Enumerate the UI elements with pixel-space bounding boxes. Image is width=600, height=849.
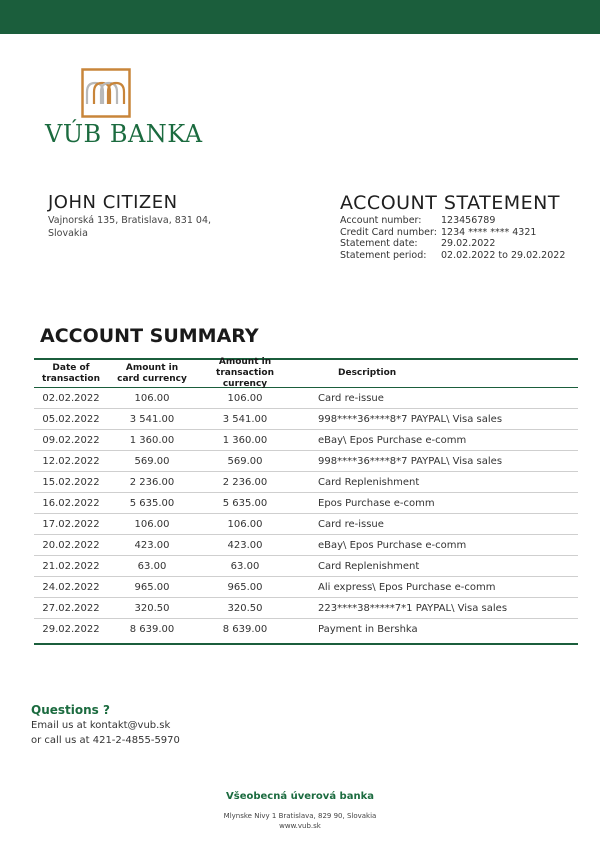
cell-description: Ali express\ Epos Purchase e-comm <box>318 581 496 593</box>
cell-date: 09.02.2022 <box>42 434 100 446</box>
table-row <box>34 598 578 619</box>
cell-trans-amount: 320.50 <box>227 602 263 614</box>
questions-title: Questions ? <box>31 703 110 717</box>
table-row <box>34 535 578 556</box>
statement-detail-row <box>340 215 565 227</box>
table-body <box>34 388 578 639</box>
table-row <box>34 556 578 577</box>
summary-title: ACCOUNT SUMMARY <box>40 325 259 347</box>
statement-detail-row <box>340 238 565 250</box>
cell-trans-amount: 2 236.00 <box>222 476 268 488</box>
header-card-line1: Amount in <box>125 362 179 373</box>
cell-description: eBay\ Epos Purchase e-comm <box>318 539 467 551</box>
detail-value: 1234 **** **** 4321 <box>441 226 537 238</box>
cell-card-amount: 106.00 <box>134 392 170 404</box>
cell-card-amount: 1 360.00 <box>129 434 175 446</box>
detail-label: Credit Card number: <box>340 226 437 238</box>
cell-description: 223****38*****7*1 PAYPAL\ Visa sales <box>318 602 508 614</box>
header-date-line2: transaction <box>42 373 100 384</box>
address-line-1: Vajnorská 135, Bratislava, 831 04, <box>48 215 212 226</box>
cell-trans-amount: 3 541.00 <box>222 413 268 425</box>
table-row <box>34 493 578 514</box>
cell-trans-amount: 63.00 <box>230 560 260 572</box>
cell-trans-amount: 8 639.00 <box>222 623 268 635</box>
cell-date: 21.02.2022 <box>42 560 100 572</box>
detail-label: Account number: <box>340 215 422 226</box>
detail-value: 123456789 <box>441 215 496 226</box>
cell-card-amount: 965.00 <box>134 581 170 593</box>
cell-trans-amount: 106.00 <box>227 392 263 404</box>
table-bottom-rule <box>34 643 578 645</box>
cell-trans-amount: 423.00 <box>227 539 263 551</box>
cell-card-amount: 320.50 <box>134 602 170 614</box>
detail-value: 29.02.2022 <box>441 238 496 249</box>
table-row <box>34 472 578 493</box>
cell-date: 15.02.2022 <box>42 476 100 488</box>
table-row <box>34 388 578 409</box>
cell-trans-amount: 965.00 <box>227 581 263 593</box>
statement-detail-row <box>340 250 565 262</box>
contact-phone: or call us at 421-2-4855-5970 <box>31 735 180 746</box>
transactions-table <box>34 358 578 645</box>
header-date-line1: Date of <box>52 362 90 373</box>
footer-bank-name: Všeobecná úverová banka <box>226 791 374 802</box>
cell-date: 16.02.2022 <box>42 497 100 509</box>
cell-description: Card re-issue <box>318 518 384 530</box>
cell-date: 12.02.2022 <box>42 455 100 467</box>
table-row <box>34 451 578 472</box>
cell-description: Card re-issue <box>318 392 384 404</box>
table-header <box>34 357 578 389</box>
cell-date: 27.02.2022 <box>42 602 100 614</box>
cell-card-amount: 3 541.00 <box>129 413 175 425</box>
footer-address: Mlynske Nivy 1 Bratislava, 829 90, Slovakia <box>223 812 377 820</box>
customer-name: JOHN CITIZEN <box>48 192 178 213</box>
cell-trans-amount: 5 635.00 <box>222 497 268 509</box>
cell-card-amount: 106.00 <box>134 518 170 530</box>
bank-logo-text: VÚB BANKA <box>45 120 203 148</box>
contact-email: Email us at kontakt@vub.sk <box>31 720 171 731</box>
header-trans-line1: Amount in transaction <box>216 357 274 378</box>
table-row <box>34 619 578 639</box>
cell-card-amount: 569.00 <box>134 455 170 467</box>
header-date <box>34 363 108 385</box>
header-card-amount <box>108 363 196 385</box>
statement-title: ACCOUNT STATEMENT <box>340 192 560 214</box>
header-description: Description <box>338 368 397 378</box>
header-bar <box>0 0 600 34</box>
cell-date: 02.02.2022 <box>42 392 100 404</box>
table-row <box>34 514 578 535</box>
table-row <box>34 409 578 430</box>
header-card-line2: card currency <box>117 373 187 384</box>
cell-card-amount: 63.00 <box>137 560 167 572</box>
cell-date: 20.02.2022 <box>42 539 100 551</box>
cell-description: 998****36****8*7 PAYPAL\ Visa sales <box>318 455 503 467</box>
cell-date: 24.02.2022 <box>42 581 100 593</box>
header-trans-amount <box>196 357 294 390</box>
cell-card-amount: 2 236.00 <box>129 476 175 488</box>
cell-description: Card Replenishment <box>318 560 420 572</box>
cell-description: eBay\ Epos Purchase e-comm <box>318 434 467 446</box>
detail-label: Statement period: <box>340 249 427 261</box>
bank-logo-icon <box>81 68 131 118</box>
table-row <box>34 577 578 598</box>
cell-card-amount: 5 635.00 <box>129 497 175 509</box>
cell-description: 998****36****8*7 PAYPAL\ Visa sales <box>318 413 503 425</box>
cell-card-amount: 423.00 <box>134 539 170 551</box>
statement-details <box>340 215 565 261</box>
header-trans-line2: currency <box>222 379 268 389</box>
cell-description: Payment in Bershka <box>318 623 418 635</box>
customer-address <box>48 214 218 240</box>
table-row <box>34 430 578 451</box>
cell-description: Card Replenishment <box>318 476 420 488</box>
cell-card-amount: 8 639.00 <box>129 623 175 635</box>
cell-date: 05.02.2022 <box>42 413 100 425</box>
cell-date: 29.02.2022 <box>42 623 100 635</box>
cell-trans-amount: 106.00 <box>227 518 263 530</box>
statement-detail-row <box>340 227 565 239</box>
cell-trans-amount: 1 360.00 <box>222 434 268 446</box>
footer-website: www.vub.sk <box>279 822 321 830</box>
cell-trans-amount: 569.00 <box>227 455 263 467</box>
detail-value: 02.02.2022 to 29.02.2022 <box>441 249 566 261</box>
cell-date: 17.02.2022 <box>42 518 100 530</box>
address-line-2: Slovakia <box>48 228 88 239</box>
cell-description: Epos Purchase e-comm <box>318 497 435 509</box>
detail-label: Statement date: <box>340 238 418 249</box>
